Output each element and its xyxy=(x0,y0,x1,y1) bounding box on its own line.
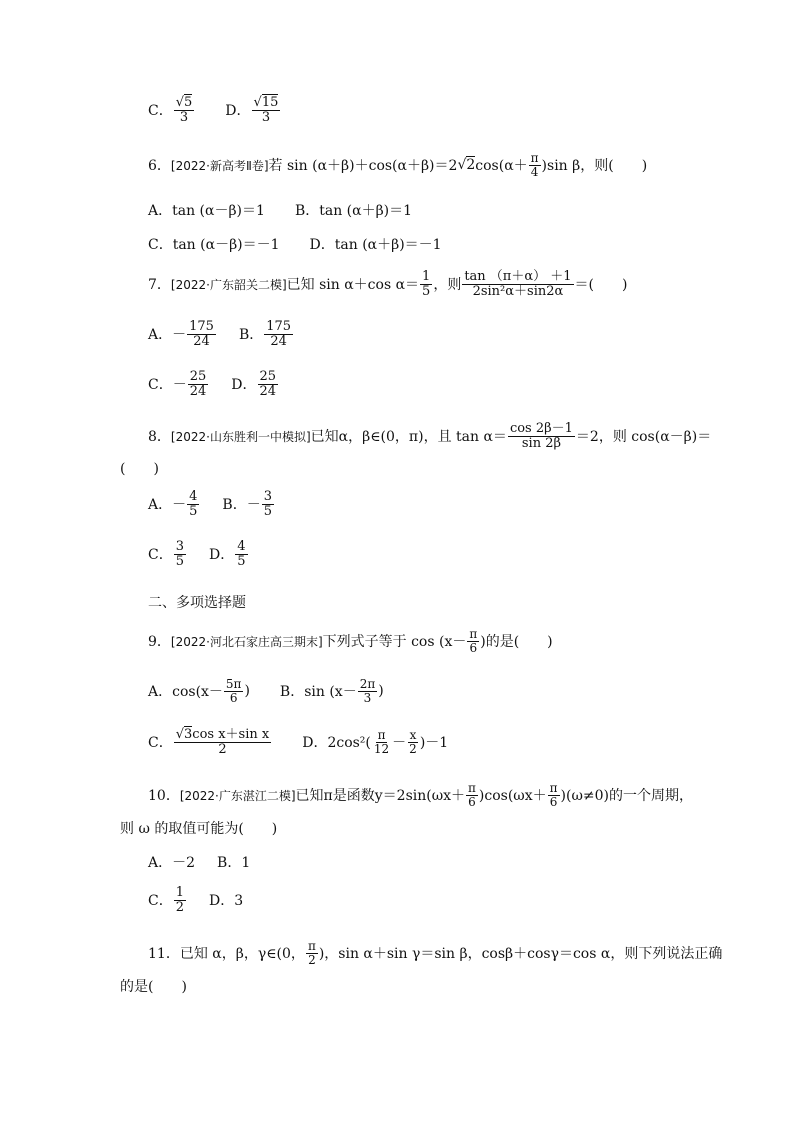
q6-stem-c: )sin β，则( ) xyxy=(541,158,648,175)
q8-source: [2022·山东胜利一中模拟] xyxy=(170,429,311,444)
q9-option-c-fraction: $\frac{\text{√3cos x＋sin x}}{2}$ xyxy=(175,727,270,757)
q9-option-d-fraction-2: $\frac{x}{2}$ xyxy=(409,728,417,756)
q8-option-c-fraction: $\frac{3}{5}$ xyxy=(175,539,184,569)
q7-stem-a: 已知 sin α＋cos α＝ xyxy=(286,277,420,294)
q7-fraction-1: $\frac{1}{5}$ xyxy=(422,269,431,299)
q5-option-d-label: D． xyxy=(225,103,251,120)
q9-option-d-a: D．2cos²( xyxy=(302,735,371,752)
q6-option-c: C．tan (α－β)＝－1 xyxy=(148,237,280,253)
q6-source: [2022·新高考Ⅱ卷] xyxy=(170,158,269,173)
q7-option-b-label: B． xyxy=(238,327,264,344)
q11-stem-a: 已知 α，β，γ∈(0， xyxy=(179,946,305,963)
q6-fraction: $\frac{\pi}{4}$ xyxy=(530,151,539,179)
q8-stem-c: ( ) xyxy=(120,461,159,477)
q11-fraction: $\frac{\pi}{2}$ xyxy=(307,939,316,967)
q7-option-a-label: A．－ xyxy=(148,327,187,344)
q9-option-a-fraction: $\frac{5\pi}{6}$ xyxy=(225,677,242,705)
q8-option-d-fraction: $\frac{4}{5}$ xyxy=(237,539,246,569)
q10-options-ab xyxy=(148,852,250,872)
q8-option-b-fraction: $\frac{3}{5}$ xyxy=(263,489,272,519)
q7-options-cd xyxy=(148,370,279,398)
q10-source: [2022·广东湛江二模] xyxy=(179,788,296,803)
q8-options-ab xyxy=(148,490,275,518)
q9-option-a-b: ) xyxy=(244,683,250,700)
q6-option-a: A．tan (α－β)＝1 xyxy=(148,203,265,219)
q6-option-d: D．tan (α＋β)＝－1 xyxy=(309,237,442,253)
q10-option-b: B．1 xyxy=(217,855,251,871)
q10-number: 10． xyxy=(148,788,180,805)
q9-options-cd xyxy=(148,728,448,756)
q6-stem xyxy=(148,152,647,178)
q5-d-den: 3 xyxy=(261,109,271,125)
q9-option-c-label: C． xyxy=(148,735,173,752)
q8-stem xyxy=(148,422,711,450)
q6-stem-a: 若 sin (α＋β)＋cos(α＋β)＝2 xyxy=(268,158,458,175)
q7-option-c-label: C．－ xyxy=(148,377,187,394)
q6-options-ab xyxy=(148,200,412,220)
q9-option-d-mid: － xyxy=(392,735,407,752)
q5-option-c-fraction: $\frac{√5}{3}$ xyxy=(175,95,193,125)
q6-options-cd xyxy=(148,234,442,254)
q8-options-cd xyxy=(148,540,249,568)
q7-number: 7． xyxy=(148,277,171,294)
q10-option-c-label: C． xyxy=(148,893,173,910)
q7-option-d-fraction: $\frac{25}{24}$ xyxy=(259,369,277,399)
q9-option-d-b: )－1 xyxy=(419,735,449,752)
q9-fraction: $\frac{\pi}{6}$ xyxy=(469,627,478,655)
q5-option-d-fraction: $\frac{√15}{3}$ xyxy=(253,95,279,125)
q10-stem xyxy=(148,782,693,808)
q8-option-a-fraction: $\frac{4}{5}$ xyxy=(189,489,198,519)
q9-option-d-fraction-1: $\frac{\pi}{12}$ xyxy=(373,728,390,756)
q8-number: 8． xyxy=(148,429,171,446)
q5-option-c-label: C． xyxy=(148,103,173,120)
q8-option-a-label: A．－ xyxy=(148,497,187,514)
q10-option-a: A．－2 xyxy=(148,855,196,871)
q9-option-a-a: A．cos(x－ xyxy=(148,684,223,701)
q8-option-d-label: D． xyxy=(209,547,235,564)
q9-stem-b: )的是( ) xyxy=(480,634,553,651)
q5-c-den: 3 xyxy=(179,109,189,125)
q10-option-c-fraction: $\frac{1}{2}$ xyxy=(175,885,184,915)
q10-stem-b: )cos(ωx＋ xyxy=(478,788,547,805)
q11-stem-c: 的是( ) xyxy=(120,979,187,995)
q7-fraction-2: $\frac{\tan (\pi+\alpha) +1}{\text{2sin²α＋sin2α}}$ xyxy=(464,269,572,299)
q7-option-c-fraction: $\frac{25}{24}$ xyxy=(189,369,207,399)
q9-option-b-fraction: $\frac{2\pi}{3}$ xyxy=(359,677,376,705)
q8-stem-a: 已知α，β∈(0，π)，且 tan α＝ xyxy=(310,429,507,446)
q6-option-b: B．tan (α＋β)＝1 xyxy=(294,203,413,219)
q6-sqrt: √2 xyxy=(457,157,476,174)
q8-option-b-label: B．－ xyxy=(222,497,261,514)
q11-stem xyxy=(148,940,722,966)
q8-fraction: $\frac{\cos 2\beta-1}{\sin 2\beta}$ xyxy=(509,421,573,451)
q9-option-b-b: ) xyxy=(378,683,384,700)
q11-stem-cont xyxy=(120,976,187,996)
q8-option-c-label: C． xyxy=(148,547,173,564)
q6-number: 6． xyxy=(148,158,171,175)
q11-stem-b: )，sin α＋sin γ＝sin β，cosβ＋cosγ＝cos α，则下列说法正确 xyxy=(318,946,723,963)
q9-option-b-a: B．sin (x－ xyxy=(279,684,357,701)
q7-options-ab xyxy=(148,320,294,348)
q9-number: 9． xyxy=(148,634,171,651)
q10-option-d: D．3 xyxy=(209,893,244,910)
q5-c-root: 5 xyxy=(184,95,193,110)
q8-stem-b: ＝2，则 cos(α－β)＝ xyxy=(575,429,712,446)
q9-stem-a: 下列式子等于 cos (x－ xyxy=(322,634,467,651)
q8-stem-cont xyxy=(120,458,159,478)
q7-stem xyxy=(148,270,627,298)
q10-stem-cont xyxy=(120,818,277,838)
q10-stem-a: 已知π是函数y＝2sin(ωx＋ xyxy=(295,788,466,805)
q5-d-root: 15 xyxy=(261,95,279,110)
q7-option-a-fraction: $\frac{175}{24}$ xyxy=(189,319,214,349)
q7-stem-c: ＝( ) xyxy=(574,277,628,294)
q10-fraction-2: $\frac{\pi}{6}$ xyxy=(549,781,558,809)
q10-stem-c: )(ω≠0)的一个周期， xyxy=(560,788,693,805)
q10-fraction-1: $\frac{\pi}{6}$ xyxy=(468,781,476,809)
q11-number: 11． xyxy=(148,946,180,963)
q7-option-b-fraction: $\frac{175}{24}$ xyxy=(266,319,292,349)
q6-stem-b: cos(α＋ xyxy=(475,158,528,175)
q10-options-cd xyxy=(148,886,243,914)
q10-stem-d: 则 ω 的取值可能为( ) xyxy=(120,821,278,837)
q7-stem-b: ，则 xyxy=(433,277,462,294)
q7-option-d-label: D． xyxy=(231,377,257,394)
q9-stem xyxy=(148,628,553,654)
q7-source: [2022·广东韶关二模] xyxy=(170,277,287,292)
section-heading-multi-choice xyxy=(148,592,246,612)
section-heading-text: 二、多项选择题 xyxy=(148,595,246,611)
q5-options-cd xyxy=(148,96,281,124)
q9-options-ab xyxy=(148,678,384,704)
q9-source: [2022·河北石家庄高三期末] xyxy=(170,634,323,649)
